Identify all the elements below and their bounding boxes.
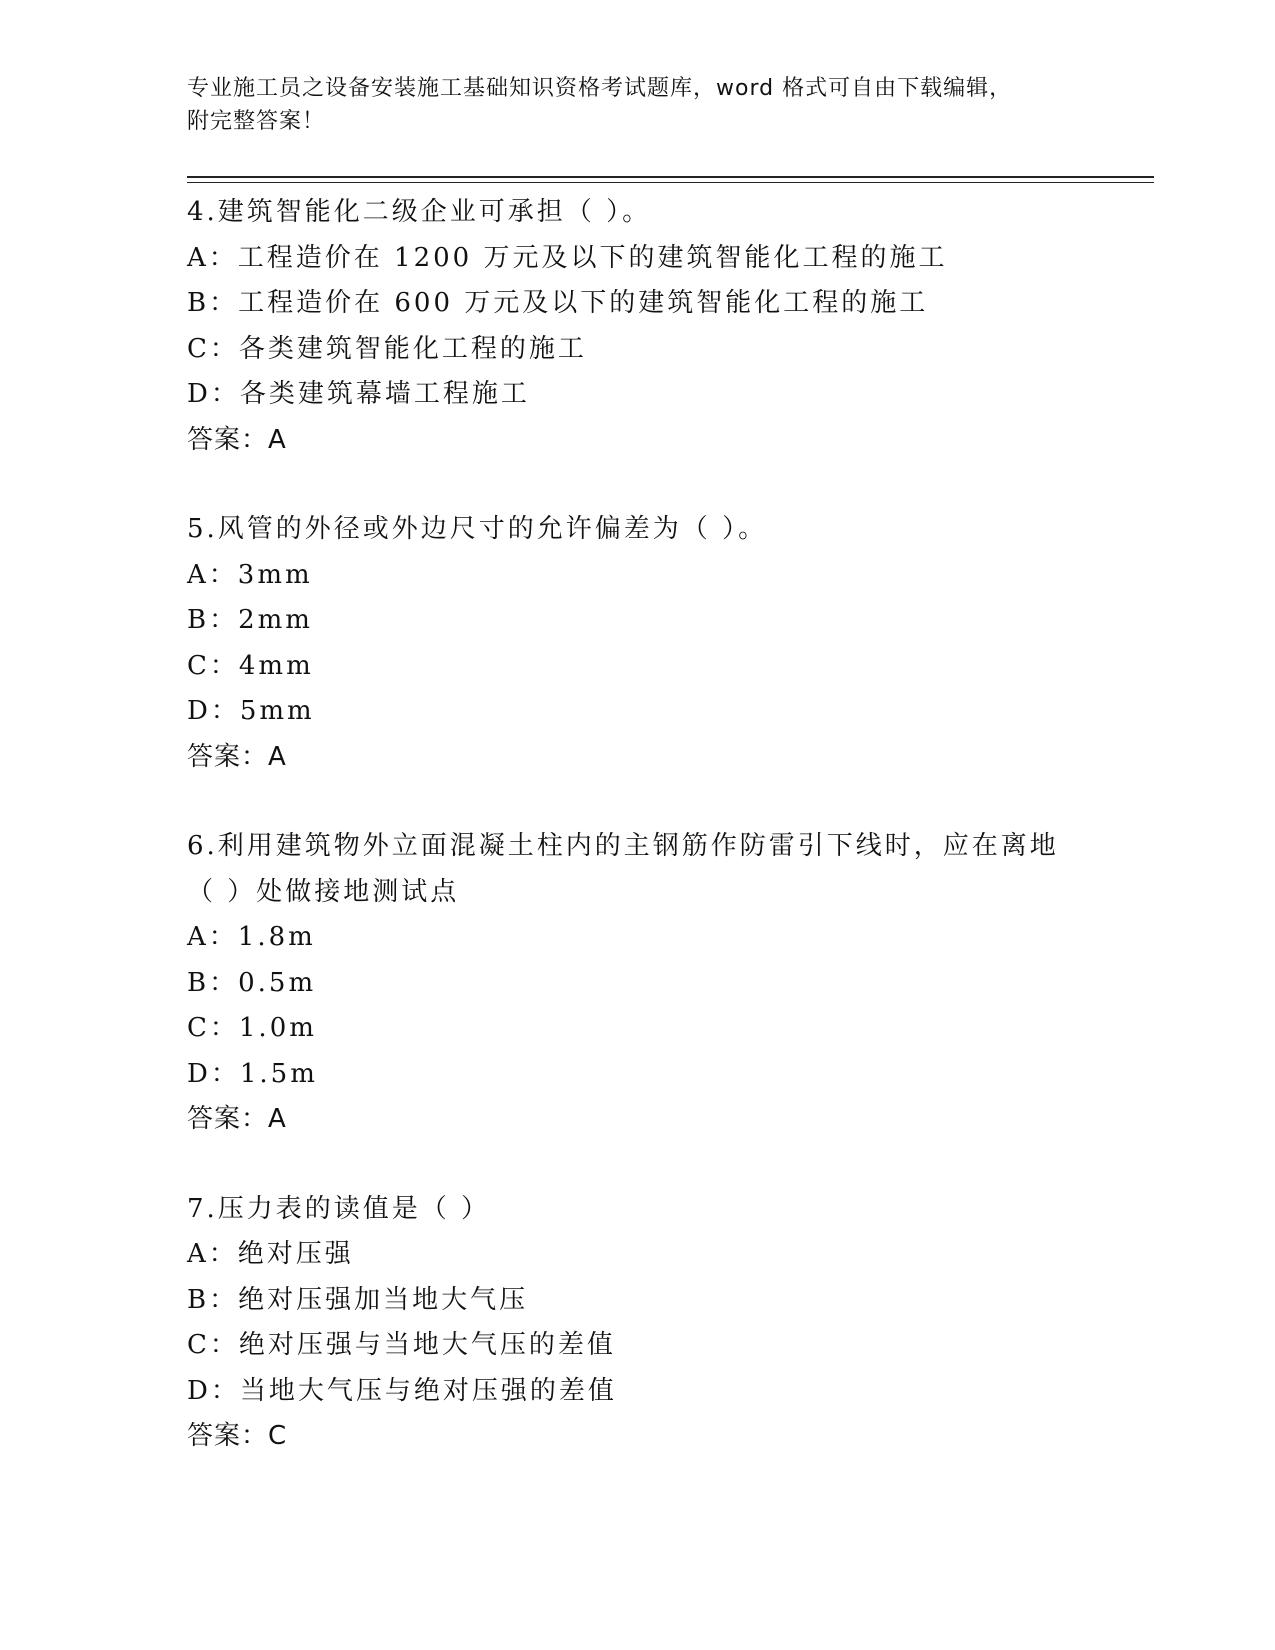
header-divider-thin — [187, 182, 1154, 183]
option-a: A：1.8m — [187, 922, 316, 952]
option-b: B：2mm — [187, 605, 313, 635]
answer-line: 答案：A — [187, 1104, 287, 1134]
option-a: A：绝对压强 — [187, 1239, 354, 1269]
question-stem: 7.压力表的读值是（ ） — [187, 1193, 491, 1224]
option-d: D：1.5m — [187, 1058, 318, 1089]
option-c: C：各类建筑智能化工程的施工 — [187, 333, 587, 364]
option-d: D：当地大气压与绝对压强的差值 — [187, 1375, 617, 1406]
question-stem: 5.风管的外径或外边尺寸的允许偏差为（ ）。 — [187, 514, 768, 544]
question-stem: 6.利用建筑物外立面混凝土柱内的主钢筋作防雷引下线时，应在离地 — [187, 831, 1059, 861]
option-d: D：各类建筑幕墙工程施工 — [187, 379, 530, 409]
question-4 — [187, 190, 1087, 463]
header-divider-thick — [187, 176, 1154, 178]
question-list — [187, 190, 1087, 1504]
header-line-2: 附完整答案！ — [187, 109, 326, 134]
question-6 — [187, 824, 1087, 1143]
option-c: C：绝对压强与当地大气压的差值 — [187, 1330, 616, 1360]
answer-line: 答案：A — [187, 424, 287, 455]
option-a: A：工程造价在 1200 万元及以下的建筑智能化工程的施工 — [187, 242, 948, 273]
question-stem: 4.建筑智能化二级企业可承担（ ）。 — [187, 197, 652, 227]
question-stem-continued: （ ）处做接地测试点 — [187, 876, 460, 907]
document-header — [187, 72, 1087, 138]
option-d: D：5mm — [187, 696, 315, 726]
answer-line: 答案：A — [187, 741, 287, 772]
option-c: C：4mm — [187, 650, 314, 681]
header-line-1: 专业施工员之设备安装施工基础知识资格考试题库，word 格式可自由下载编辑， — [187, 76, 1013, 101]
answer-line: 答案：C — [187, 1421, 288, 1451]
question-7 — [187, 1187, 1087, 1460]
option-a: A：3mm — [187, 559, 313, 590]
option-c: C：1.0m — [187, 1013, 317, 1043]
option-b: B：工程造价在 600 万元及以下的建筑智能化工程的施工 — [187, 288, 929, 318]
question-5 — [187, 507, 1087, 780]
option-b: B：0.5m — [187, 967, 317, 998]
option-b: B：绝对压强加当地大气压 — [187, 1284, 529, 1315]
